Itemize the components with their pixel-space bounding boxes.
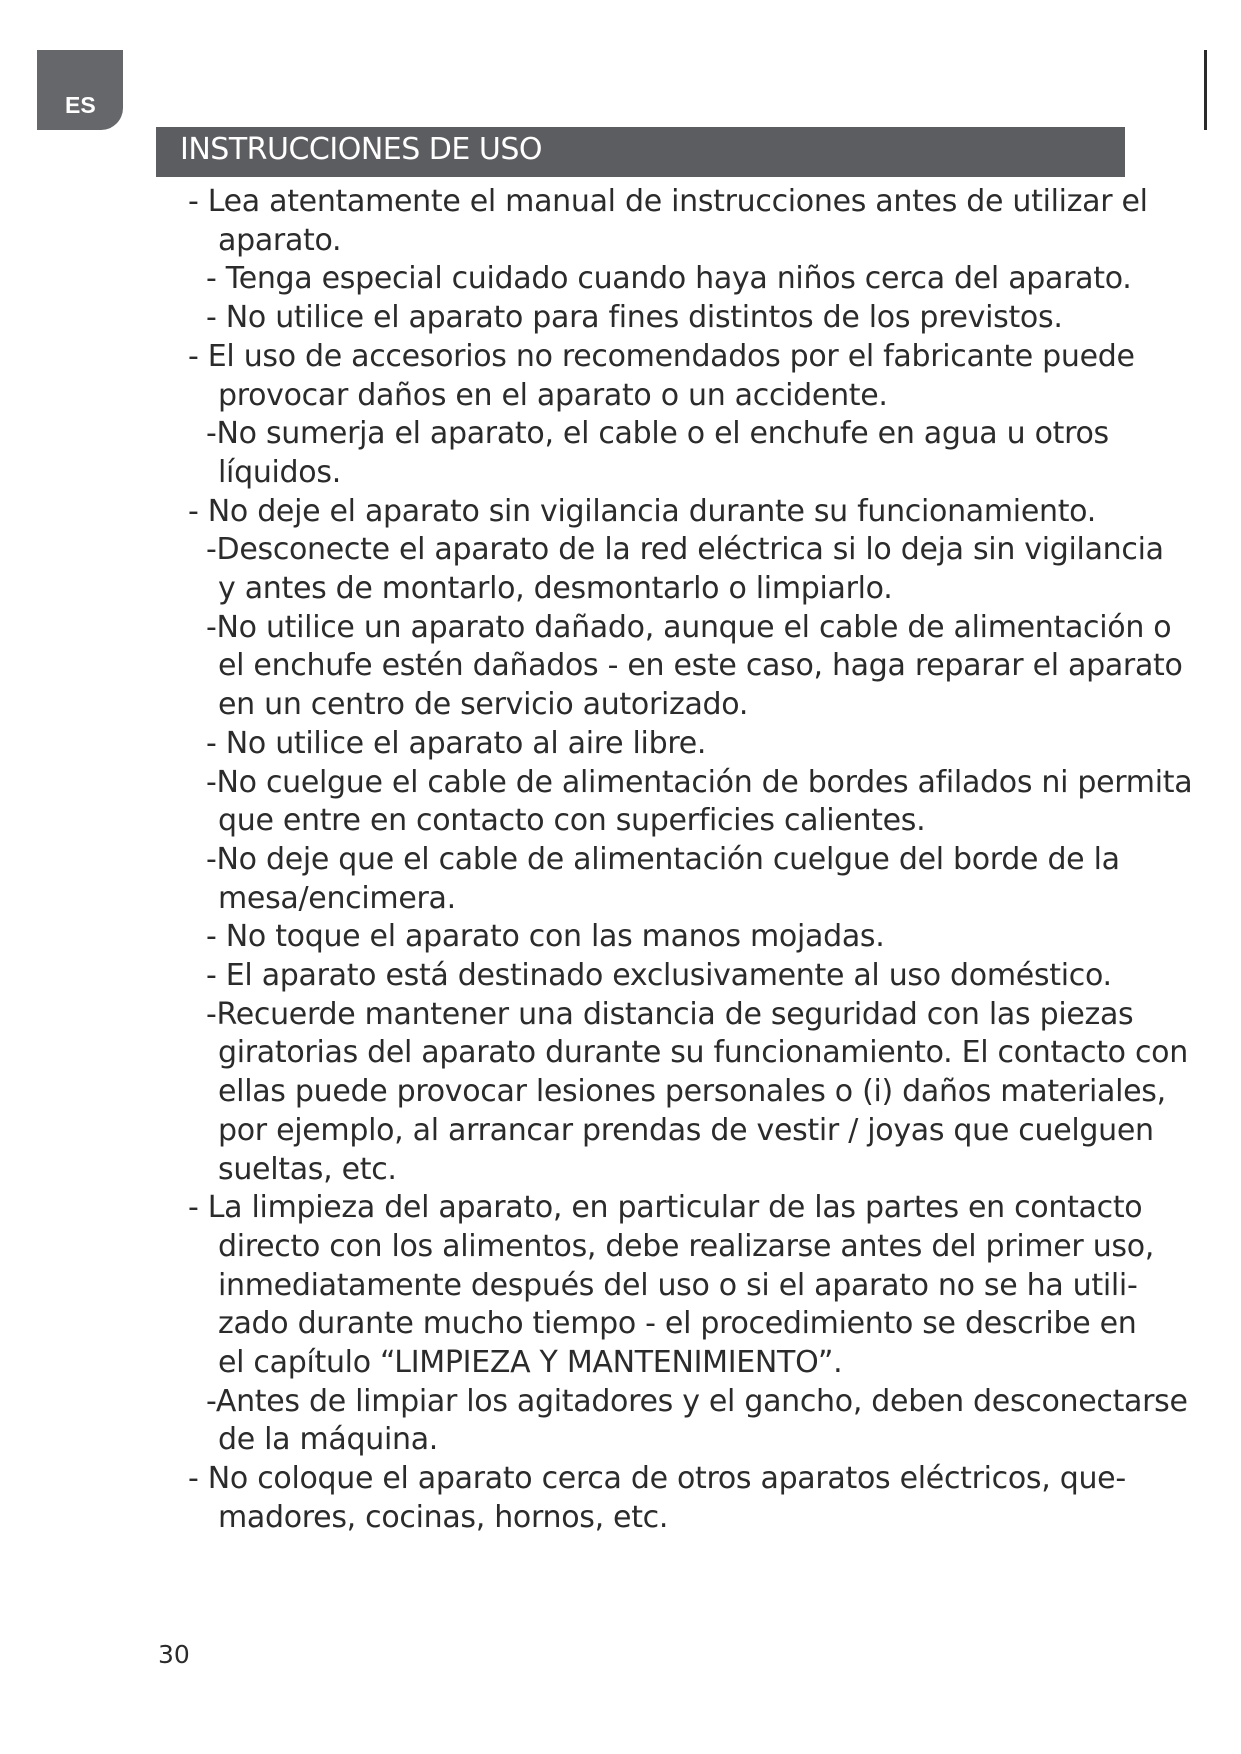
instruction-line: inmediatamente después del uso o si el aparato no se ha utili- <box>218 1267 1138 1303</box>
instruction-line: provocar daños en el aparato o un accidente. <box>218 377 888 413</box>
instruction-line: que entre en contacto con superficies calientes. <box>218 803 926 839</box>
page-edge-rule <box>1204 50 1207 130</box>
instruction-line: - Tenga especial cuidado cuando haya niños cerca del aparato. <box>206 261 1132 297</box>
instruction-line: - El aparato está destinado exclusivamente al uso doméstico. <box>206 958 1112 993</box>
instruction-line: en un centro de servicio autorizado. <box>218 687 749 723</box>
instruction-line: directo con los alimentos, debe realizarse antes del primer uso, <box>218 1228 1155 1264</box>
language-tab <box>37 50 123 130</box>
instruction-line: -No cuelgue el cable de alimentación de bordes afilados ni permita <box>206 764 1193 800</box>
instruction-line: madores, cocinas, hornos, etc. <box>218 1499 669 1535</box>
instruction-line: - No utilice el aparato al aire libre. <box>206 725 707 761</box>
instruction-line: sueltas, etc. <box>218 1151 397 1187</box>
instruction-line: - No utilice el aparato para fines distintos de los previstos. <box>206 300 1063 336</box>
page-number: 30 <box>158 1640 190 1669</box>
language-code: ES <box>65 92 96 118</box>
instruction-line: - Lea atentamente el manual de instrucciones antes de utilizar el <box>188 184 1148 219</box>
instruction-line: mesa/encimera. <box>218 880 456 916</box>
instruction-line: el enchufe estén dañados - en este caso, haga reparar el aparato <box>218 648 1183 684</box>
instruction-line: -Recuerde mantener una distancia de seguridad con las piezas <box>206 996 1134 1032</box>
section-title-bar <box>156 127 1125 177</box>
instruction-line: por ejemplo, al arrancar prendas de vestir / joyas que cuelguen <box>218 1112 1154 1148</box>
instruction-line: zado durante mucho tiempo - el procedimiento se describe en <box>218 1306 1137 1342</box>
section-title: INSTRUCCIONES DE USO <box>180 132 542 167</box>
instruction-line: - No coloque el aparato cerca de otros aparatos eléctricos, que- <box>188 1461 1126 1497</box>
instruction-line: - No deje el aparato sin vigilancia durante su funcionamiento. <box>188 493 1096 529</box>
instruction-line: - El uso de accesorios no recomendados por el fabricante puede <box>188 338 1135 374</box>
instruction-line: -No sumerja el aparato, el cable o el enchufe en agua u otros <box>206 416 1109 452</box>
instruction-line: -Desconecte el aparato de la red eléctrica si lo deja sin vigilancia <box>206 532 1164 568</box>
instruction-line: aparato. <box>218 222 342 258</box>
instruction-line: ellas puede provocar lesiones personales o (i) daños materiales, <box>218 1074 1166 1110</box>
instruction-line: giratorias del aparato durante su funcionamiento. El contacto con <box>218 1035 1188 1071</box>
instruction-line: -No deje que el cable de alimentación cuelgue del borde de la <box>206 841 1120 877</box>
instruction-line: líquidos. <box>218 454 341 490</box>
instruction-line: de la máquina. <box>218 1422 439 1458</box>
instruction-line: -No utilice un aparato dañado, aunque el cable de alimentación o <box>206 609 1172 645</box>
instruction-line: el capítulo “LIMPIEZA Y MANTENIMIENTO”. <box>218 1345 843 1380</box>
instruction-line: y antes de montarlo, desmontarlo o limpiarlo. <box>218 571 893 606</box>
instruction-line: - No toque el aparato con las manos mojadas. <box>206 919 885 955</box>
instruction-line: - La limpieza del aparato, en particular de las partes en contacto <box>188 1190 1143 1226</box>
instruction-line: -Antes de limpiar los agitadores y el gancho, deben desconectarse <box>206 1383 1188 1419</box>
